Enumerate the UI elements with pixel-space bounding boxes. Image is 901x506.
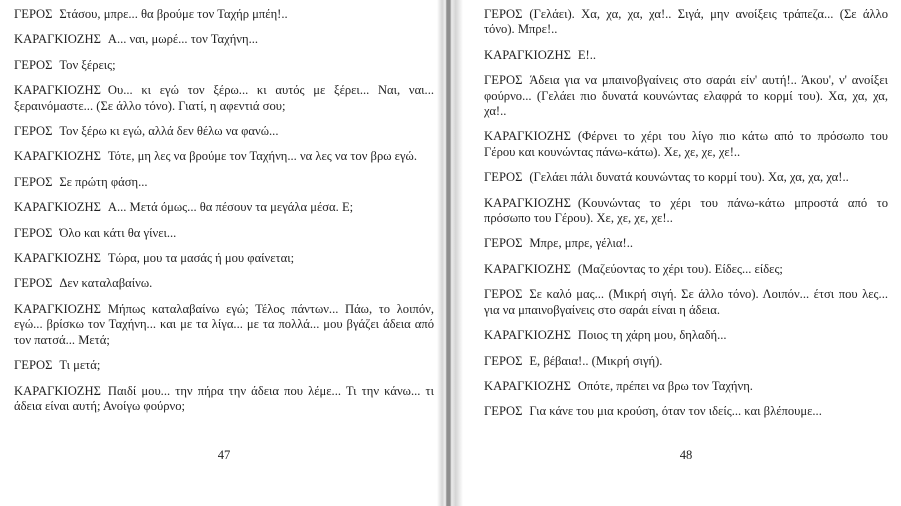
speaker-name: ΓΕΡΟΣ [14,7,53,21]
dialogue-text: Τον ξέρω κι εγώ, αλλά δεν θέλω να φανώ... [59,124,279,139]
speaker-name: ΚΑΡΑΓΚΙΟΖΗΣ [14,149,101,164]
speaker-name: ΓΕΡΟΣ [484,7,523,21]
dialogue-paragraph [14,384,434,415]
dialogue-paragraph [484,236,888,251]
dialogue-text: Στάσου, μπρε... θα βρούμε τον Ταχήρ μπέη!.. [59,7,288,21]
dialogue-text: Παιδί μου... την πήρα την άδεια που λέμε... Τι την κάνω... τι άδεια είναι αυτή; Ανοίγω φούρνο; [14,383,434,413]
dialogue-paragraph [14,7,434,22]
dialogue-text: Σε πρώτη φάση... [59,174,148,189]
dialogue-paragraph [484,287,888,318]
speaker-name: ΚΑΡΑΓΚΙΟΖΗΣ [14,251,101,266]
page-number: 48 [679,448,693,462]
dialogue-text: Σε καλό μας... (Μικρή σιγή. Σε άλλο τόνο). Λοιπόν... έτσι που λες... για να μπαινοβγαίνεις στο σαράι είναι η άδεια. [484,287,888,317]
speaker-name: ΓΕΡΟΣ [14,174,53,189]
dialogue-text: Μήπως καταλαβαίνω εγώ; Τέλος πάντων... Πάω, το λοιπόν, εγώ... βρίσκω τον Ταχήνη... και με τα λίγα... με τα πολλά... μου βγάζει άδεια από τον πατσά... Μετά; [14,301,434,347]
dialogue-text: (Γελάει πάλι δυνατά κουνώντας το κορμί του). Χα, χα, χα, χα!.. [529,170,849,185]
left-page [14,7,434,424]
dialogue-paragraph [14,32,434,47]
dialogue-text: Α... Μετά όμως... θα πέσουν τα μεγάλα μέσα. Ε; [107,200,354,215]
dialogue-paragraph [14,200,434,215]
speaker-name: ΓΕΡΟΣ [484,404,523,419]
right-page [484,7,888,430]
dialogue-paragraph [484,404,888,419]
dialogue-paragraph [484,73,888,119]
dialogue-paragraph [484,48,888,63]
dialogue-paragraph [14,276,434,291]
speaker-name: ΚΑΡΑΓΚΙΟΖΗΣ [484,129,571,144]
dialogue-paragraph [14,83,434,114]
dialogue-paragraph [484,354,888,369]
dialogue-text: Ε, βέβαια!.. (Μικρή σιγή). [529,353,663,368]
dialogue-text: Για κάνε του μια κρούση, όταν τον ιδείς... και βλέπουμε... [529,404,822,419]
speaker-name: ΚΑΡΑΓΚΙΟΖΗΣ [14,32,101,47]
dialogue-text: (Κουνώντας το χέρι του πάνω-κάτω μπροστά από το πρόσωπο του Γέρου). Χε, χε, χε, χε!.. [484,195,888,226]
dialogue-paragraph [14,175,434,190]
dialogue-text: Τώρα, μου τα μασάς ή μου φαίνεται; [107,251,295,266]
page-gutter [437,0,463,506]
dialogue-paragraph [14,124,434,139]
speaker-name: ΚΑΡΑΓΚΙΟΖΗΣ [14,200,101,215]
speaker-name: ΚΑΡΑΓΚΙΟΖΗΣ [484,195,571,210]
dialogue-paragraph [14,358,434,373]
dialogue-paragraph [484,129,888,160]
speaker-name: ΚΑΡΑΓΚΙΟΖΗΣ [484,328,571,343]
dialogue-paragraph [14,149,434,164]
dialogue-text: Τι μετά; [59,358,101,373]
dialogue-text: (Γελάει). Χα, χα, χα, χα!.. Σιγά, μην ανοίξεις τράπεζα... (Σε άλλο τόνο). Μπρε!.. [484,7,888,37]
dialogue-text: Ε!.. [577,47,597,62]
speaker-name: ΓΕΡΟΣ [14,225,53,240]
speaker-name: ΚΑΡΑΓΚΙΟΖΗΣ [484,47,571,62]
dialogue-paragraph [14,226,434,241]
dialogue-text: Α... ναι, μωρέ... τον Ταχήνη... [107,32,259,47]
dialogue-text: (Μαζεύοντας το χέρι του). Είδες... είδες; [577,261,783,276]
dialogue-text: Άδεια για να μπαινοβγαίνεις στο σαράι είν' αυτή!.. Άκου', ν' ανοίξει φούρνο... (Γελάει πιο δυνατά κουνώντας ελαφρά το κορμί του). Χα, χα, χα, χα!.. [484,73,888,119]
dialogue-text: Δεν καταλαβαίνω. [59,276,153,291]
dialogue-text: Ποιος τη χάρη μου, δηλαδή... [577,328,727,343]
speaker-name: ΚΑΡΑΓΚΙΟΖΗΣ [14,383,101,398]
dialogue-paragraph [14,58,434,73]
dialogue-text: Μπρε, μπρε, γέλια!.. [529,236,634,251]
dialogue-text: Ου... κι εγώ τον ξέρω... κι αυτός με ξέρει... Ναι, ναι... ξεραινόμαστε... (Σε άλλο τόνο). Γιατί, η αφεντιά σου; [14,83,434,113]
speaker-name: ΚΑΡΑΓΚΙΟΖΗΣ [484,261,571,276]
dialogue-paragraph [484,170,888,185]
speaker-name: ΓΕΡΟΣ [14,57,53,72]
page-number: 47 [217,448,231,462]
dialogue-paragraph [484,328,888,343]
speaker-name: ΓΕΡΟΣ [484,353,523,368]
speaker-name: ΓΕΡΟΣ [14,276,53,291]
speaker-name: ΓΕΡΟΣ [14,358,53,373]
speaker-name: ΓΕΡΟΣ [484,73,523,88]
dialogue-text: Τον ξέρεις; [59,57,116,72]
speaker-name: ΓΕΡΟΣ [484,236,523,251]
dialogue-paragraph [14,302,434,348]
dialogue-paragraph [484,196,888,227]
speaker-name: ΓΕΡΟΣ [484,170,523,185]
dialogue-paragraph [484,7,888,38]
speaker-name: ΓΕΡΟΣ [484,287,523,302]
dialogue-paragraph [484,379,888,394]
dialogue-paragraph [484,262,888,277]
speaker-name: ΚΑΡΑΓΚΙΟΖΗΣ [484,378,571,393]
dialogue-text: Τότε, μη λες να βρούμε τον Ταχήνη... να λες να τον βρω εγώ. [107,149,417,164]
dialogue-paragraph [14,251,434,266]
dialogue-text: Οπότε, πρέπει να βρω τον Ταχήνη. [577,378,753,393]
dialogue-text: Όλο και κάτι θα γίνει... [59,225,177,240]
speaker-name: ΚΑΡΑΓΚΙΟΖΗΣ [14,83,101,98]
dialogue-text: (Φέρνει το χέρι του λίγο πιο κάτω από το πρόσωπο του Γέρου και κουνώντας πάνω-κάτω). Χε, χε, χε, χε!.. [484,129,888,159]
speaker-name: ΓΕΡΟΣ [14,124,53,139]
speaker-name: ΚΑΡΑΓΚΙΟΖΗΣ [14,301,101,316]
